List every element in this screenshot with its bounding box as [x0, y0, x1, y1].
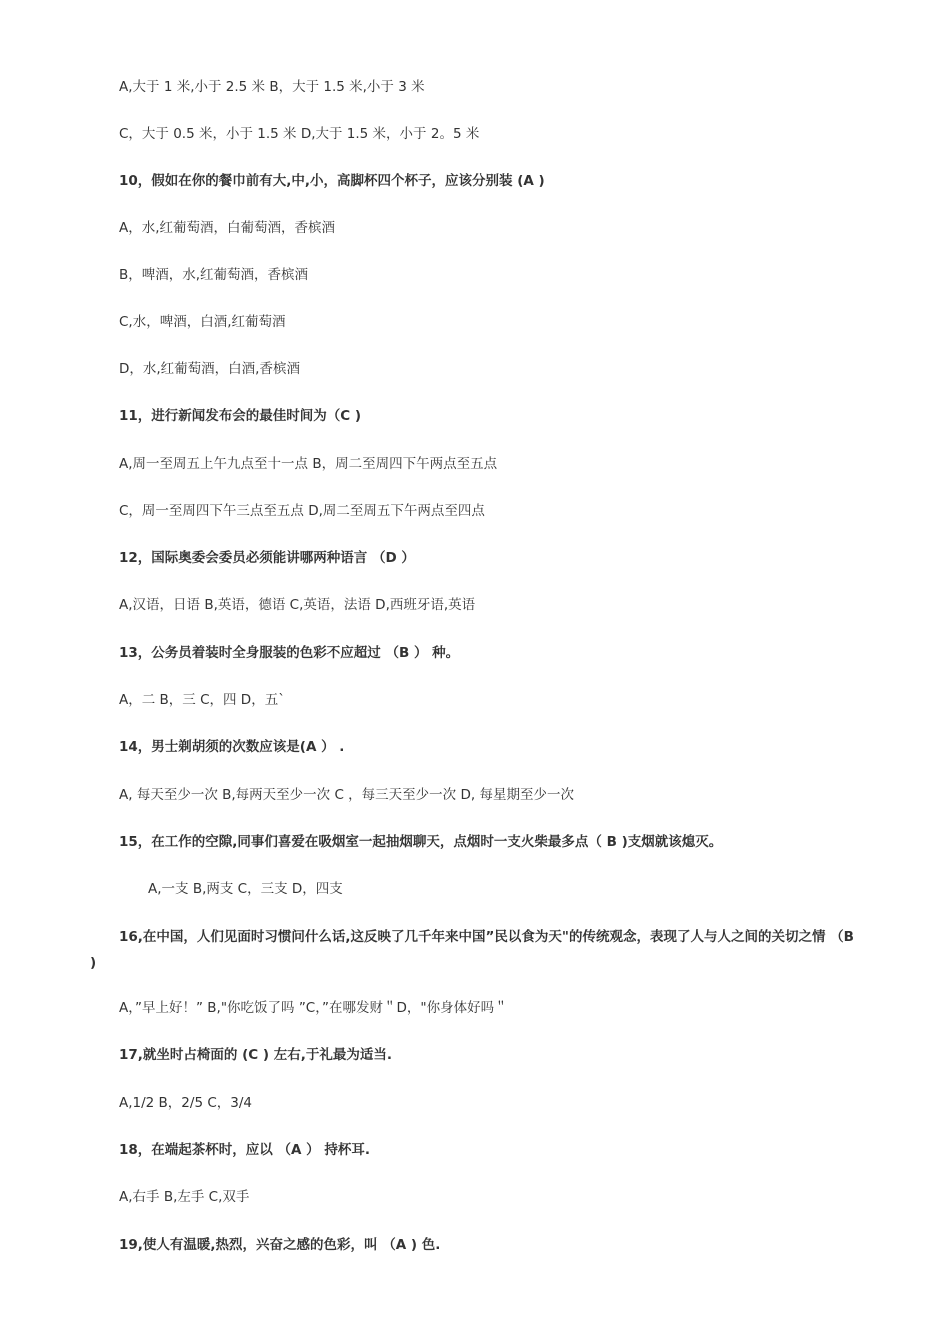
question-16: 16,在中国，人们见面时习惯问什么话,这反映了几千年来中国”民以食为天"的传统观念，表现了人与人之间的关切之情 （B ) — [90, 929, 854, 971]
answer-option-10c: C,水，啤酒，白酒,红葡萄酒 — [119, 314, 286, 330]
question-13: 13，公务员着装时全身服装的色彩不应超过 （B ） 种。 — [119, 645, 460, 661]
question-15: 15，在工作的空隙,同事们喜爱在吸烟室一起抽烟聊天，点烟时一支火柴最多点（ B )支烟就该熄灭。 — [119, 834, 723, 850]
answer-options-13: A，二 B，三 C，四 D，五` — [119, 692, 285, 708]
answer-options-16: A，”早上好！” B,"你吃饭了吗 ”C，”在哪发财＂D，"你身体好吗＂ — [119, 1000, 508, 1016]
question-14: 14，男士剃胡须的次数应该是(A ） . — [119, 739, 345, 755]
question-11: 11，进行新闻发布会的最佳时间为（C ) — [119, 408, 362, 424]
question-18: 18，在端起茶杯时，应以 （A ） 持杯耳. — [119, 1142, 370, 1158]
answer-options-11-line-2: C，周一至周四下午三点至五点 D,周二至周五下午两点至四点 — [119, 503, 485, 519]
answer-options-18: A,右手 B,左手 C,双手 — [119, 1189, 250, 1205]
answer-options-11-line-1: A,周一至周五上午九点至十一点 B，周二至周四下午两点至五点 — [119, 456, 498, 472]
answer-options-17: A,1/2 B，2/5 C，3/4 — [119, 1095, 252, 1111]
answer-options-9-line-2: C，大于 0.5 米，小于 1.5 米 D,大于 1.5 米，小于 2。5 米 — [119, 126, 480, 142]
answer-option-10d: D，水,红葡萄酒，白酒,香槟酒 — [119, 361, 300, 377]
question-12: 12，国际奥委会委员必须能讲哪两种语言 （D ） — [119, 550, 415, 566]
answer-options-12: A,汉语，日语 B,英语，德语 C,英语，法语 D,西班牙语,英语 — [119, 597, 476, 613]
answer-option-10a: A，水,红葡萄酒，白葡萄酒，香槟酒 — [119, 220, 336, 236]
question-17: 17,就坐时占椅面的 (C ) 左右,于礼最为适当. — [119, 1047, 393, 1063]
question-19: 19,使人有温暖,热烈，兴奋之感的色彩，叫 （A ) 色. — [119, 1237, 441, 1253]
answer-option-10b: B，啤酒，水,红葡萄酒，香槟酒 — [119, 267, 309, 283]
answer-options-15: A,一支 B,两支 C，三支 D，四支 — [148, 881, 343, 897]
question-10: 10，假如在你的餐巾前有大,中,小，高脚杯四个杯子，应该分别装 (A ) — [119, 173, 545, 189]
answer-options-9-line-1: A,大于 1 米,小于 2.5 米 B，大于 1.5 米,小于 3 米 — [119, 79, 425, 95]
answer-options-14: A, 每天至少一次 B,每两天至少一次 C ，每三天至少一次 D, 每星期至少一次 — [119, 787, 574, 803]
